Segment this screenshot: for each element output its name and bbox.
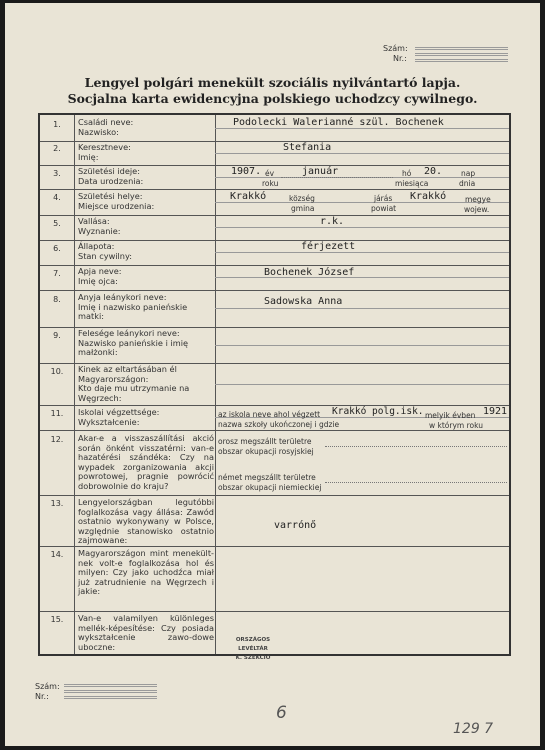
- label-megye: megye: [465, 195, 491, 204]
- value-mother-name: Sadowska Anna: [264, 296, 343, 307]
- label-gmina: gmina: [291, 204, 315, 213]
- row-number: 14.: [50, 550, 64, 559]
- value-birth-county: Krakkó: [410, 191, 447, 202]
- row-number: 10.: [50, 367, 64, 376]
- row-label-birth-date: Születési ideje: Data urodzenia:: [78, 166, 144, 186]
- row-divider: [40, 495, 509, 496]
- label-powiat: powiat: [371, 204, 397, 213]
- row-label-wife: Felesége leánykori neve: Nazwisko panieńskie i imię małżonki:: [78, 328, 189, 358]
- label-nap: nap: [461, 169, 476, 178]
- row-label-mother: Anyja leánykori neve: Imię i nazwisko panieńskie matki:: [78, 292, 188, 322]
- label-year-pl: w którym roku: [429, 421, 483, 430]
- label-german-zone-pl: obszar okupacji niemieckiej: [218, 483, 322, 492]
- row-divider: [40, 611, 509, 612]
- header-nr-field: [415, 59, 508, 62]
- label-school-hu: az iskola neve ahol végzett: [218, 410, 321, 419]
- label-jaras: járás: [374, 194, 393, 203]
- row-label-return: Akar-e a visszaszállítási akció során önként visszatérni: van-e hazatérési szándéka: Czy na wypadek zorganizowania akcji powrotowej, pragnie powrócić dobrowolnie do kraju?: [78, 433, 214, 491]
- label-ho: hó: [402, 169, 412, 178]
- label-miesiaca: miesiąca: [395, 179, 429, 188]
- german-zone-line: [325, 482, 507, 483]
- row-label-first-name: Keresztneve: Imię:: [78, 142, 131, 162]
- value-birth-month: január: [302, 166, 339, 177]
- label-dnia: dnia: [459, 179, 476, 188]
- value-first-name: Stefania: [283, 142, 332, 153]
- row-number: 8.: [53, 295, 61, 304]
- stamp-line-1: ORSZÁGOS LEVÉLTÁR: [235, 637, 271, 652]
- row-line: [215, 128, 509, 129]
- label-year-hu: melyik évben: [425, 411, 476, 420]
- row-line: [215, 277, 509, 278]
- title-hungarian: Lengyel polgári menekült szociális nyilvántartó lapja.: [84, 75, 461, 90]
- handwritten-reference: 129 7: [453, 721, 494, 737]
- value-occupation: varrónő: [274, 520, 317, 531]
- footer-szam-label: Szám:: [35, 682, 60, 691]
- row-divider: [40, 546, 509, 547]
- russian-zone-line: [325, 446, 507, 447]
- row-line: [215, 153, 509, 154]
- row-number: 2.: [53, 144, 61, 153]
- header-nr-label: Nr.:: [393, 54, 407, 63]
- row-number: 9.: [53, 331, 61, 340]
- title-polish: Socjalna karta ewidencyjna polskiego uchodzcy cywilnego.: [67, 91, 478, 106]
- value-religion: r.k.: [320, 216, 345, 227]
- footer-nr-label: Nr.:: [35, 692, 49, 701]
- value-school-year: 1921: [483, 406, 508, 417]
- label-german-zone-hu: német megszállt területre: [218, 473, 316, 482]
- row-number: 5.: [53, 219, 61, 228]
- row-label-occupation-hungary: Magyarországon mint menekült-nek volt-e foglalkozása hol és milyen: Czy jako uchodźca miał już zatrudnienie na Węgrzech i jakie:: [78, 548, 214, 597]
- value-surname: Podolecki Walerianné szül. Bochenek: [233, 117, 444, 128]
- birth-month-line: [281, 177, 393, 178]
- label-ev: év: [265, 169, 275, 178]
- label-kozseg: község: [289, 194, 315, 203]
- document-page: [5, 3, 540, 746]
- label-roku: roku: [262, 179, 279, 188]
- row-label-religion: Vallása: Wyznanie:: [78, 216, 121, 236]
- label-wojew: wojew.: [464, 205, 490, 214]
- registration-table: [38, 113, 511, 656]
- row-line: [215, 308, 509, 309]
- row-divider: [40, 430, 509, 431]
- footer-nr-field: [64, 696, 157, 699]
- archive-stamp: [223, 636, 283, 663]
- stamp-line-2: K. SZEKCIÓ: [235, 655, 271, 661]
- row-number: 15.: [50, 615, 64, 624]
- row-label-father: Apja neve: Imię ojca:: [78, 266, 122, 286]
- header-szam-field: [415, 47, 508, 50]
- row-line: [215, 227, 509, 228]
- row-number: 13.: [50, 499, 64, 508]
- row-label-qualification: Van-e valamilyen különleges mellék-képesítése: Czy posiada wykształcenie zawo-dowe uboczne:: [78, 613, 214, 652]
- label-russian-zone-hu: orosz megszállt területre: [218, 437, 312, 446]
- header-szam-label: Szám:: [383, 44, 408, 53]
- value-father-name: Bochenek József: [264, 267, 355, 278]
- value-birth-town: Krakkó: [230, 191, 267, 202]
- row-number: 3.: [53, 169, 61, 178]
- value-birth-year: 1907.: [231, 166, 262, 177]
- row-number: 11.: [50, 409, 64, 418]
- row-number: 6.: [53, 244, 61, 253]
- footer-szam-field: [64, 684, 157, 687]
- row-line: [215, 384, 509, 385]
- value-marital-status: férjezett: [301, 241, 356, 252]
- row-divider: [40, 290, 509, 291]
- row-label-marital-status: Állapota: Stan cywilny:: [78, 241, 133, 261]
- row-label-occupation-poland: Lengyelországban legutóbbi foglalkozása vagy állása: Zawód ostatnio wykonywany w Polsce, względnie stanowisko ostatnio zajmowane:: [78, 497, 214, 546]
- row-label-education: Iskolai végzettsége: Wykształcenie:: [78, 407, 160, 427]
- handwritten-page-number: 6: [276, 703, 287, 723]
- label-russian-zone-pl: obszar okupacji rosyjskiej: [218, 447, 314, 456]
- row-number: 12.: [50, 435, 64, 444]
- row-label-surname: Családi neve: Nazwisko:: [78, 117, 134, 137]
- row-line: [215, 345, 509, 346]
- row-number: 1.: [53, 120, 61, 129]
- header-szam-field-2: [415, 53, 508, 56]
- row-line: [215, 252, 509, 253]
- row-number: 7.: [53, 269, 61, 278]
- footer-szam-field-2: [64, 690, 157, 693]
- row-divider: [40, 405, 509, 406]
- value-birth-day: 20.: [424, 166, 443, 177]
- column-divider-number: [74, 115, 75, 654]
- label-school-pl: nazwa szkoły ukończonej i gdzie: [218, 420, 340, 429]
- row-label-birth-place: Születési helye: Miejsce urodzenia:: [78, 191, 155, 211]
- row-divider: [40, 189, 509, 190]
- value-school-place: Krakkó polg.isk.: [332, 406, 424, 417]
- row-label-support: Kinek az eltartásában él Magyarországon: Kto daje mu utrzymanie na Węgrzech:: [78, 364, 190, 403]
- row-divider: [40, 215, 509, 216]
- row-number: 4.: [53, 193, 61, 202]
